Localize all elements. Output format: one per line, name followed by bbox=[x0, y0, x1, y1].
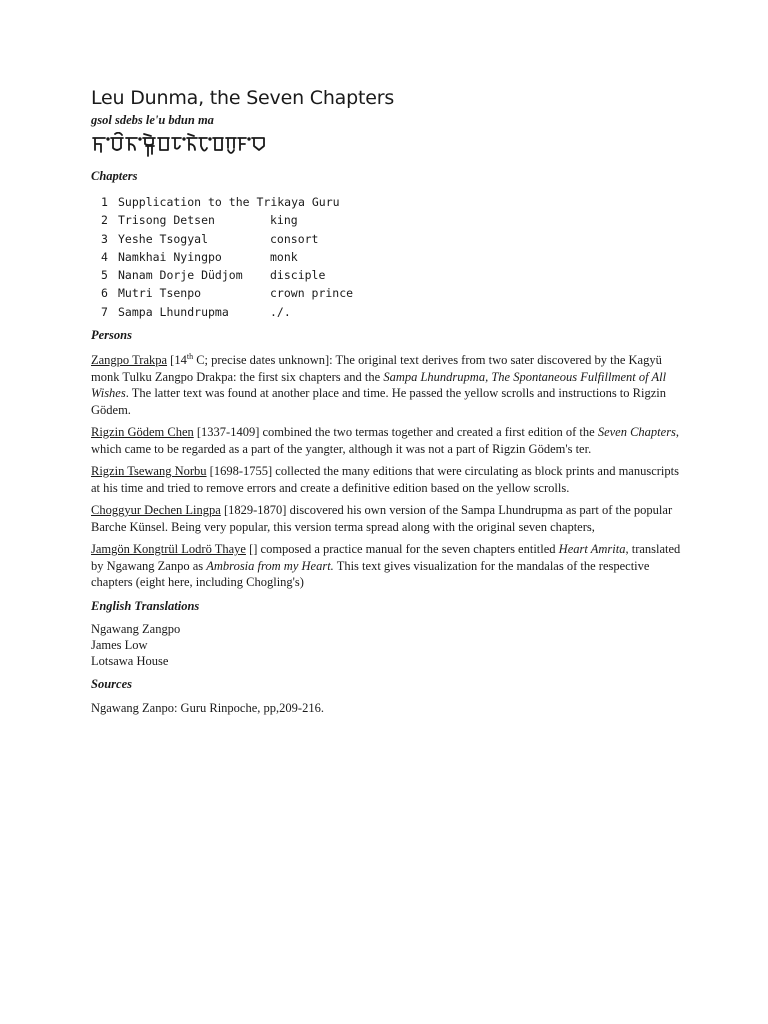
translator-item: Lotsawa House bbox=[91, 654, 169, 669]
chapters-heading: Chapters bbox=[91, 169, 138, 183]
translator-item: James Low bbox=[91, 637, 148, 652]
ordinal-superscript: th bbox=[186, 351, 194, 361]
chapter-name: Supplication to the Trikaya Guru bbox=[118, 195, 340, 209]
translator-item: Ngawang Zangpo bbox=[91, 621, 181, 636]
chapter-name: Trisong Detsen bbox=[118, 213, 215, 228]
person-dates: [14 bbox=[167, 353, 187, 368]
work-title-translation: Ambrosia from my Heart. bbox=[206, 558, 334, 573]
chapter-number: 4 bbox=[101, 249, 108, 264]
tibetan-script-glyphs bbox=[91, 132, 271, 160]
work-title: Sampa Lhundrupma, The Spontaneous Fulfillment of All Wishes bbox=[91, 369, 667, 401]
person-name-link[interactable]: Rigzin Tsewang Norbu bbox=[91, 464, 207, 479]
chapter-number: 2 bbox=[101, 213, 108, 228]
chapter-role: crown prince bbox=[270, 286, 354, 301]
translations-list bbox=[91, 621, 681, 670]
person-description-cont: , translated by Ngawang Zanpo as bbox=[91, 542, 681, 573]
persons-heading: Persons bbox=[91, 328, 132, 343]
person-description-cont: , which came to be regarded as a part of the yangter, although it was not a part of Rigzin Gödem's ter. bbox=[91, 425, 680, 456]
chapter-row bbox=[101, 303, 390, 321]
chapter-number: 1 bbox=[101, 195, 108, 209]
chapter-role: monk bbox=[270, 249, 298, 264]
person-entry-jamgon-kongtrul bbox=[91, 541, 681, 591]
person-description-end: This text gives visualization for the mandalas of the respective chapters (eight here, including Chogling's) bbox=[91, 558, 650, 590]
chapter-name: Nanam Dorje Düdjom bbox=[118, 268, 243, 283]
chapter-role: ./. bbox=[270, 304, 291, 319]
wylie-title: gsol sdebs le'u bdun ma bbox=[91, 113, 214, 127]
person-name-link[interactable]: Rigzin Gödem Chen bbox=[91, 425, 194, 440]
chapter-role: disciple bbox=[270, 268, 326, 283]
person-name-link[interactable]: Choggyur Dechen Lingpa bbox=[91, 503, 221, 518]
person-description: [1698-1755] collected the many editions that were circulating as block prints and manuscripts at his time and tried to remove errors and create a definitive edition based on the yellow scrolls. bbox=[91, 464, 679, 495]
chapter-row bbox=[101, 211, 390, 229]
chapter-role: king bbox=[270, 213, 298, 228]
tibetan-title bbox=[91, 132, 681, 160]
person-description: [1337-1409] combined the two termas together and created a first edition of the bbox=[193, 425, 598, 440]
chapter-name: Mutri Tsenpo bbox=[118, 286, 202, 301]
chapter-name: Namkhai Nyingpo bbox=[118, 249, 222, 264]
chapters-table bbox=[101, 193, 390, 321]
chapter-row bbox=[101, 193, 390, 211]
chapter-name: Yeshe Tsogyal bbox=[118, 231, 209, 246]
person-entry-choggyur-lingpa bbox=[91, 502, 681, 535]
person-description: [] composed a practice manual for the seven chapters entitled bbox=[245, 542, 559, 557]
chapter-name: Sampa Lhundrupma bbox=[118, 304, 229, 319]
person-name-link[interactable]: Zangpo Trakpa bbox=[91, 353, 168, 368]
person-description: : The original text derives from two sater discovered by the Kagyü monk Tulku Zangpo Drakpa: the first six chapters and the bbox=[91, 353, 662, 384]
person-entry-zangpo-trakpa bbox=[91, 352, 681, 418]
person-dates-rest: C; precise dates unknown] bbox=[193, 353, 330, 368]
sources-heading: Sources bbox=[91, 677, 132, 692]
chapter-number: 7 bbox=[101, 304, 108, 319]
chapter-row bbox=[101, 284, 390, 302]
chapter-role: consort bbox=[270, 231, 319, 246]
source-item: Ngawang Zanpo: Guru Rinpoche, pp,209-216. bbox=[91, 701, 324, 716]
person-name-link[interactable]: Jamgön Kongtrül Lodrö Thaye bbox=[91, 542, 246, 557]
document-page bbox=[91, 86, 681, 717]
work-title: Heart Amrita bbox=[558, 542, 626, 557]
person-description: [1829-1870] discovered his own version of the Sampa Lhundrupma as part of the popular Barche Künsel. Being very popular, this version terma spread along with the original seven chapters, bbox=[91, 503, 673, 534]
chapter-row bbox=[101, 266, 390, 284]
person-entry-tsewang-norbu bbox=[91, 463, 681, 496]
work-title: Seven Chapters bbox=[597, 425, 676, 440]
chapter-number: 6 bbox=[101, 286, 108, 301]
chapter-number: 3 bbox=[101, 231, 108, 246]
chapter-number: 5 bbox=[101, 268, 108, 283]
translations-heading: English Translations bbox=[91, 598, 200, 613]
document-title: Leu Dunma, the Seven Chapters bbox=[91, 87, 395, 109]
person-description-cont: . The latter text was found at another place and time. He passed the yellow scrolls and instructions to Rigzin Gödem. bbox=[91, 386, 666, 417]
chapter-row bbox=[101, 248, 390, 266]
chapter-row bbox=[101, 230, 390, 248]
person-entry-rigzin-godem bbox=[91, 424, 681, 457]
